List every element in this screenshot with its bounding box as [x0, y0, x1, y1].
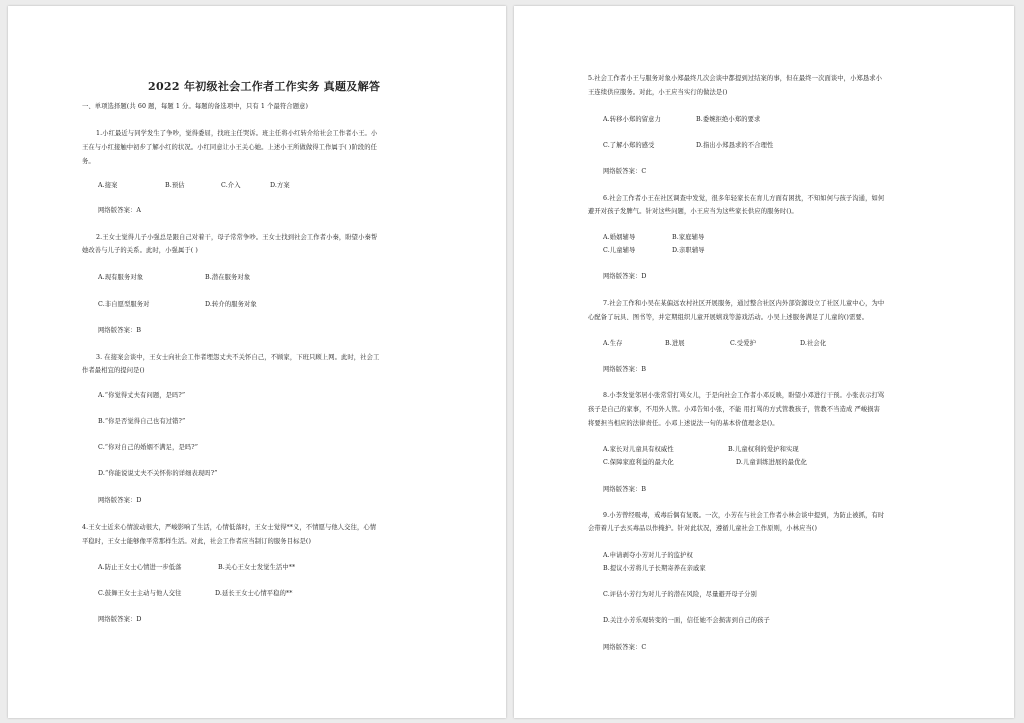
question-9-option-c: C.评估小芳行为对儿子的潜在风险，尽量避开母子分别: [603, 591, 757, 598]
question-8-answer: 网络版答案：B: [603, 486, 647, 493]
question-1-text: 王在与小红接触中初步了解小红的状况。小红同意让小王关心她。上述小王所做做得工作属于( )阶段的任: [82, 144, 378, 151]
question-2-option-a: A.现有服务对象: [98, 274, 144, 281]
question-6-text: 避开对孩子发脾气。针对这些问题，小王应当为这些家长供应的服务时()。: [588, 208, 798, 215]
question-1-option-d: D.方案: [270, 182, 290, 189]
question-5-text: 王连续供应服务。对此，小王应当实行的做法是(): [588, 89, 728, 96]
question-3-option-a: A.“你觉得丈夫有问题，是吗?”: [98, 392, 186, 399]
document-page-right: [514, 6, 1014, 718]
document-page-left: [8, 6, 506, 718]
question-3-text: 作者最相宜的提问是(): [82, 367, 145, 374]
section-heading: 一、单项选择题(共 60 题，每题 1 分。每题的备选项中，只有 1 个最符合题意): [82, 103, 309, 110]
question-5-text: 5.社会工作者小王与服务对象小郑最终几次会谈中都提到过结案的事，但在最终一次面谈中，小郑恳求小: [588, 75, 883, 82]
question-6-option-b: B.家庭辅导: [672, 234, 705, 241]
question-2-option-d: D.转介的服务对象: [205, 301, 257, 308]
question-7-text: 7.社会工作和小吴在某偏远农村社区开展服务，通过整合社区内外部资源设立了社区儿童中心，为中: [603, 300, 885, 307]
question-1-text: 1.小红最近与同学发生了争吵，觉得委屈，找班主任哭诉。班主任将小红转介给社会工作者小王。小: [96, 130, 378, 137]
question-9-option-a: A.申请剥夺小芳对儿子的监护权: [603, 552, 693, 559]
question-8-text: 孩子是自己的家事，不用外人管。小邓告知小张，不能 用打骂的方式管教孩子，管教不当造成 严峻损害: [588, 406, 881, 413]
question-4-option-a: A.防止王女士心情进一步低落: [98, 564, 182, 571]
question-9-option-b: B.提议小芳将儿子长期寄养在亲戚家: [603, 565, 706, 572]
question-6-option-c: C.儿童辅导: [603, 247, 636, 254]
question-8-text: 8.小李发觉邻居小张常常打骂女儿，于是向社会工作者小邓反映，盼望小邓进行干预。小张表示打骂: [603, 392, 885, 399]
question-7-option-d: D.社会化: [800, 340, 827, 347]
question-5-answer: 网络版答案：C: [603, 168, 647, 175]
question-7-option-c: C.受爱护: [730, 340, 756, 347]
page-title: 2022 年初级社会工作者工作实务 真题及解答: [148, 80, 381, 93]
question-9-option-d: D.关注小芳乐观转变的一面，信任她不会损害到自己的孩子: [603, 617, 770, 624]
question-4-text: 平稳时，王女士能够像平常那样生活。对此，社会工作者应当制订的服务目标是(): [82, 538, 312, 545]
question-3-option-b: B.“你是否觉得自己也有过错?”: [98, 418, 186, 425]
question-6-option-d: D.亲职辅导: [672, 247, 705, 254]
question-1-option-a: A.接案: [98, 182, 118, 189]
question-2-option-b: B.潜在服务对象: [205, 274, 251, 281]
question-6-text: 6.社会工作者小王在社区调查中发觉，很多年轻家长在育儿方面有困扰，不知如何与孩子沟通，如何: [603, 195, 885, 202]
question-3-text: 3. 在接案会谈中，王女士向社会工作者埋怨丈夫不关怀自己，不顾家，下班只顾上网。此时，社会工: [96, 354, 380, 361]
question-5-option-c: C.了解小郑的感受: [603, 142, 655, 149]
question-1-answer: 网络版答案：A: [98, 207, 142, 214]
question-2-option-c: C.非自愿型服务对: [98, 301, 150, 308]
question-2-answer: 网络版答案：B: [98, 327, 142, 334]
question-6-answer: 网络版答案：D: [603, 273, 647, 280]
question-3-option-c: C.“你对自己的婚姻不满足，是吗?”: [98, 444, 199, 451]
question-8-option-d: D.儿童训练进展的最优化: [736, 459, 807, 466]
question-4-answer: 网络版答案：D: [98, 616, 142, 623]
question-8-option-c: C.保障家庭利益的最大化: [603, 459, 674, 466]
question-5-option-a: A.转移小郑的留意力: [603, 116, 661, 123]
question-4-option-c: C.鼓舞王女士主动与他人交往: [98, 590, 182, 597]
question-3-answer: 网络版答案：D: [98, 497, 142, 504]
question-4-option-b: B.关心王女士发觉生活中**: [218, 564, 296, 571]
question-4-option-d: D.延长王女士心情平稳的**: [215, 590, 293, 597]
question-9-text: 9.小芳曾经吸毒，戒毒后偶有复吸。一次，小芳在与社会工作者小林会谈中提到，为防止被抓，有时: [603, 512, 885, 519]
question-9-answer: 网络版答案：C: [603, 644, 647, 651]
question-3-option-d: D.“你能说说丈夫不关怀你的详细表现吗?”: [98, 470, 218, 477]
question-8-option-a: A.家长对儿童具有权威性: [603, 446, 674, 453]
question-4-text: 4.王女士近来心情波动很大，严峻影响了生活，心情低落时，王女士觉得**义，不情愿与他人交往，心情: [82, 524, 377, 531]
question-1-option-b: B.预估: [165, 182, 185, 189]
question-7-answer: 网络版答案：B: [603, 366, 647, 373]
question-6-option-a: A.婚姻辅导: [603, 234, 636, 241]
question-1-text: 务。: [82, 158, 95, 165]
question-5-option-d: D.指出小郑恳求的不合理性: [696, 142, 774, 149]
question-9-text: 会带着儿子去买毒品以作掩护。针对此状况，遵循儿童社会工作原则，小林应当(): [588, 525, 818, 532]
question-2-text: 她改善与儿子的关系。此时，小强属于( ): [82, 247, 198, 254]
question-7-text: 心配备了玩具、图书等，并定期组织儿童开展嬉戏等游戏活动。小吴上述服务满足了儿童的()需要。: [588, 314, 869, 321]
question-5-option-b: B.委婉拒绝小郑的要求: [696, 116, 761, 123]
question-7-option-a: A.生存: [603, 340, 623, 347]
question-7-option-b: B.进展: [665, 340, 685, 347]
question-8-option-b: B.儿童权利的爱护和实现: [728, 446, 799, 453]
question-2-text: 2.王女士觉得儿子小强总是跟自己对着干，母子常常争吵。王女士找到社会工作者小秦，盼望小秦帮: [96, 234, 378, 241]
question-8-text: 将要担当相应的法律责任。小邓上述说法一句的基本价值理念是()。: [588, 420, 779, 427]
question-1-option-c: C.介入: [221, 182, 241, 189]
